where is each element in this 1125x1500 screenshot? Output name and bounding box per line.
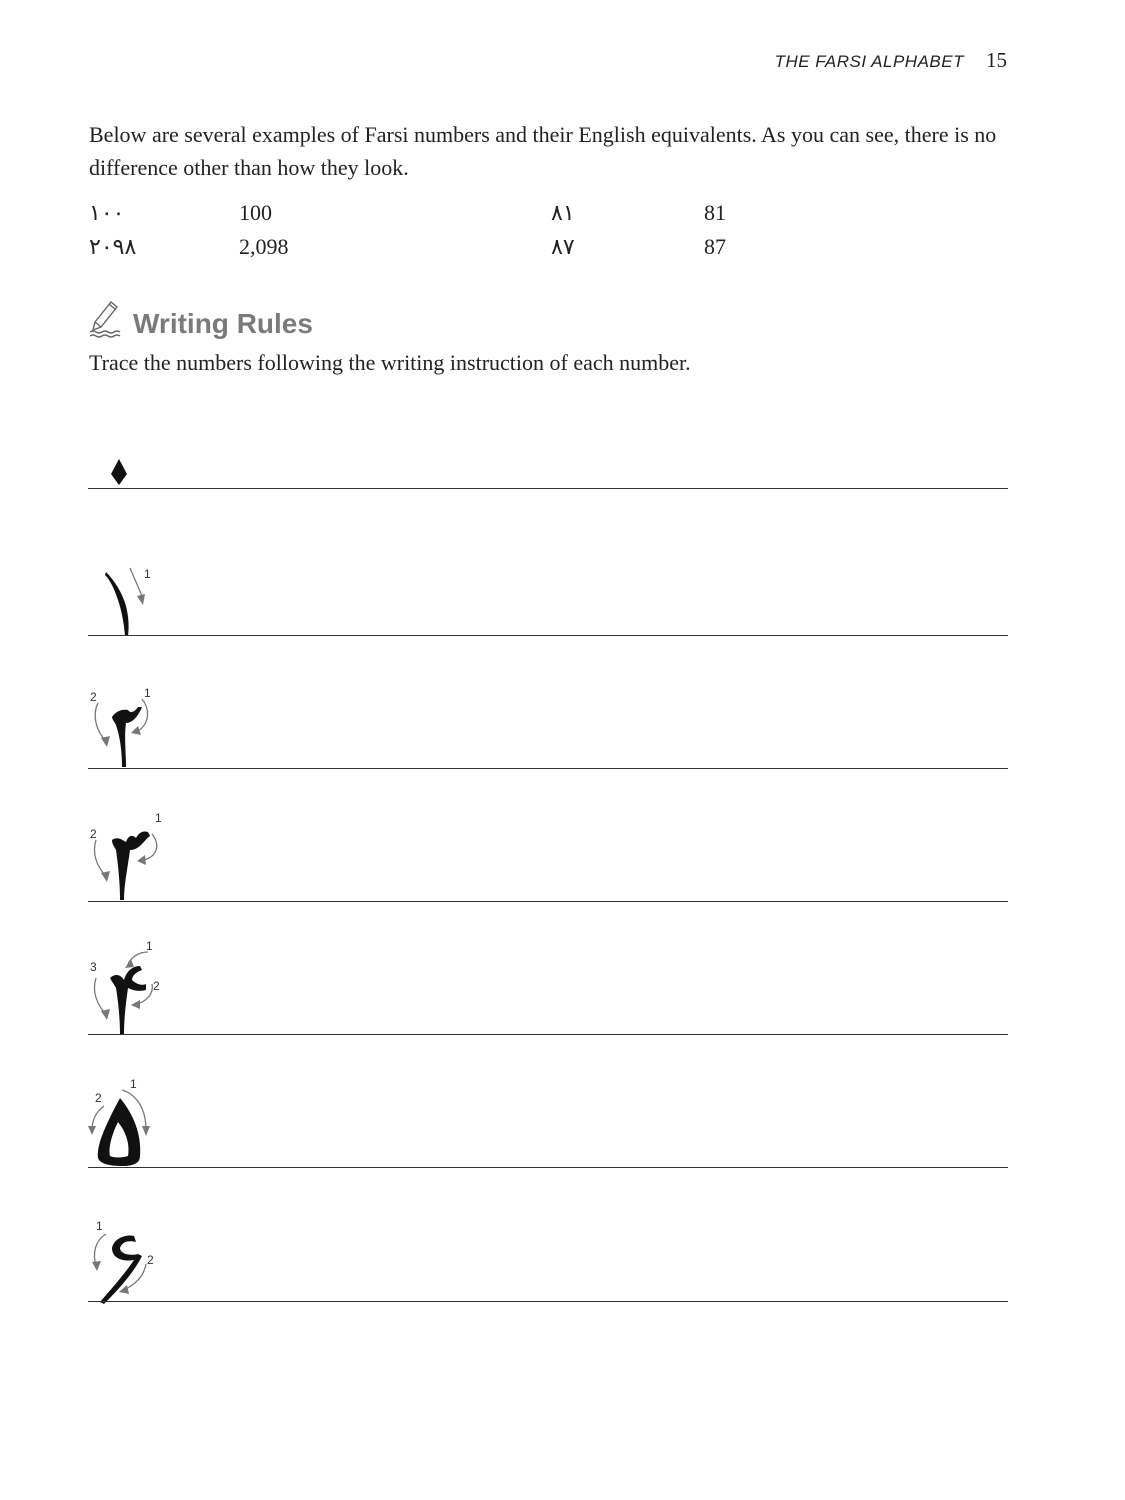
intro-paragraph: Below are several examples of Farsi numbers and their English equivalents. As you can see, there is no difference other than how they look. xyxy=(89,122,997,180)
trace-line-one xyxy=(88,635,1008,636)
farsi-number: ۸۱ xyxy=(551,200,575,225)
digit-three-glyph xyxy=(82,810,172,905)
digit-four-glyph xyxy=(82,938,172,1038)
digit-two-glyph xyxy=(82,685,172,775)
stroke-order-number: 2 xyxy=(147,1253,154,1267)
english-number: 87 xyxy=(704,234,726,259)
stroke-order-number: 2 xyxy=(153,979,160,993)
trace-line-two xyxy=(88,768,1008,769)
table-row xyxy=(89,234,789,268)
stroke-order-number: 2 xyxy=(90,827,97,841)
trace-line-three xyxy=(88,901,1008,902)
section-heading xyxy=(89,298,313,340)
english-number: 81 xyxy=(704,200,726,225)
stroke-order-number: 1 xyxy=(155,811,162,825)
stroke-order-number: 2 xyxy=(90,690,97,704)
page-number: 15 xyxy=(986,48,1007,72)
trace-line-six xyxy=(88,1301,1008,1302)
stroke-order-number: 3 xyxy=(90,960,97,974)
digit-zero-glyph xyxy=(100,455,150,495)
digit-one-glyph xyxy=(90,560,170,640)
stroke-order-number: 1 xyxy=(130,1077,137,1091)
table-row xyxy=(89,200,789,234)
farsi-number: ۱۰۰ xyxy=(89,200,125,225)
trace-line-zero xyxy=(88,488,1008,489)
running-header-title: THE FARSI ALPHABET xyxy=(774,52,964,71)
stroke-order-number: 1 xyxy=(146,939,153,953)
english-number: 100 xyxy=(239,200,272,225)
examples-table xyxy=(89,200,789,268)
trace-line-four xyxy=(88,1034,1008,1035)
section-title: Writing Rules xyxy=(133,308,313,339)
digit-five-glyph xyxy=(82,1072,172,1172)
trace-line-five xyxy=(88,1167,1008,1168)
stroke-order-number: 1 xyxy=(144,686,151,700)
pencil-icon xyxy=(89,298,121,340)
english-number: 2,098 xyxy=(239,234,289,259)
stroke-order-number: 2 xyxy=(95,1091,102,1105)
page-header xyxy=(775,48,1007,73)
farsi-number: ۸۷ xyxy=(551,234,575,259)
digit-six-glyph xyxy=(82,1210,172,1310)
farsi-number: ۲۰۹۸ xyxy=(89,234,137,259)
stroke-order-number: 1 xyxy=(96,1219,103,1233)
instruction-text: Trace the numbers following the writing instruction of each number. xyxy=(89,350,691,375)
stroke-order-number: 1 xyxy=(144,567,151,581)
